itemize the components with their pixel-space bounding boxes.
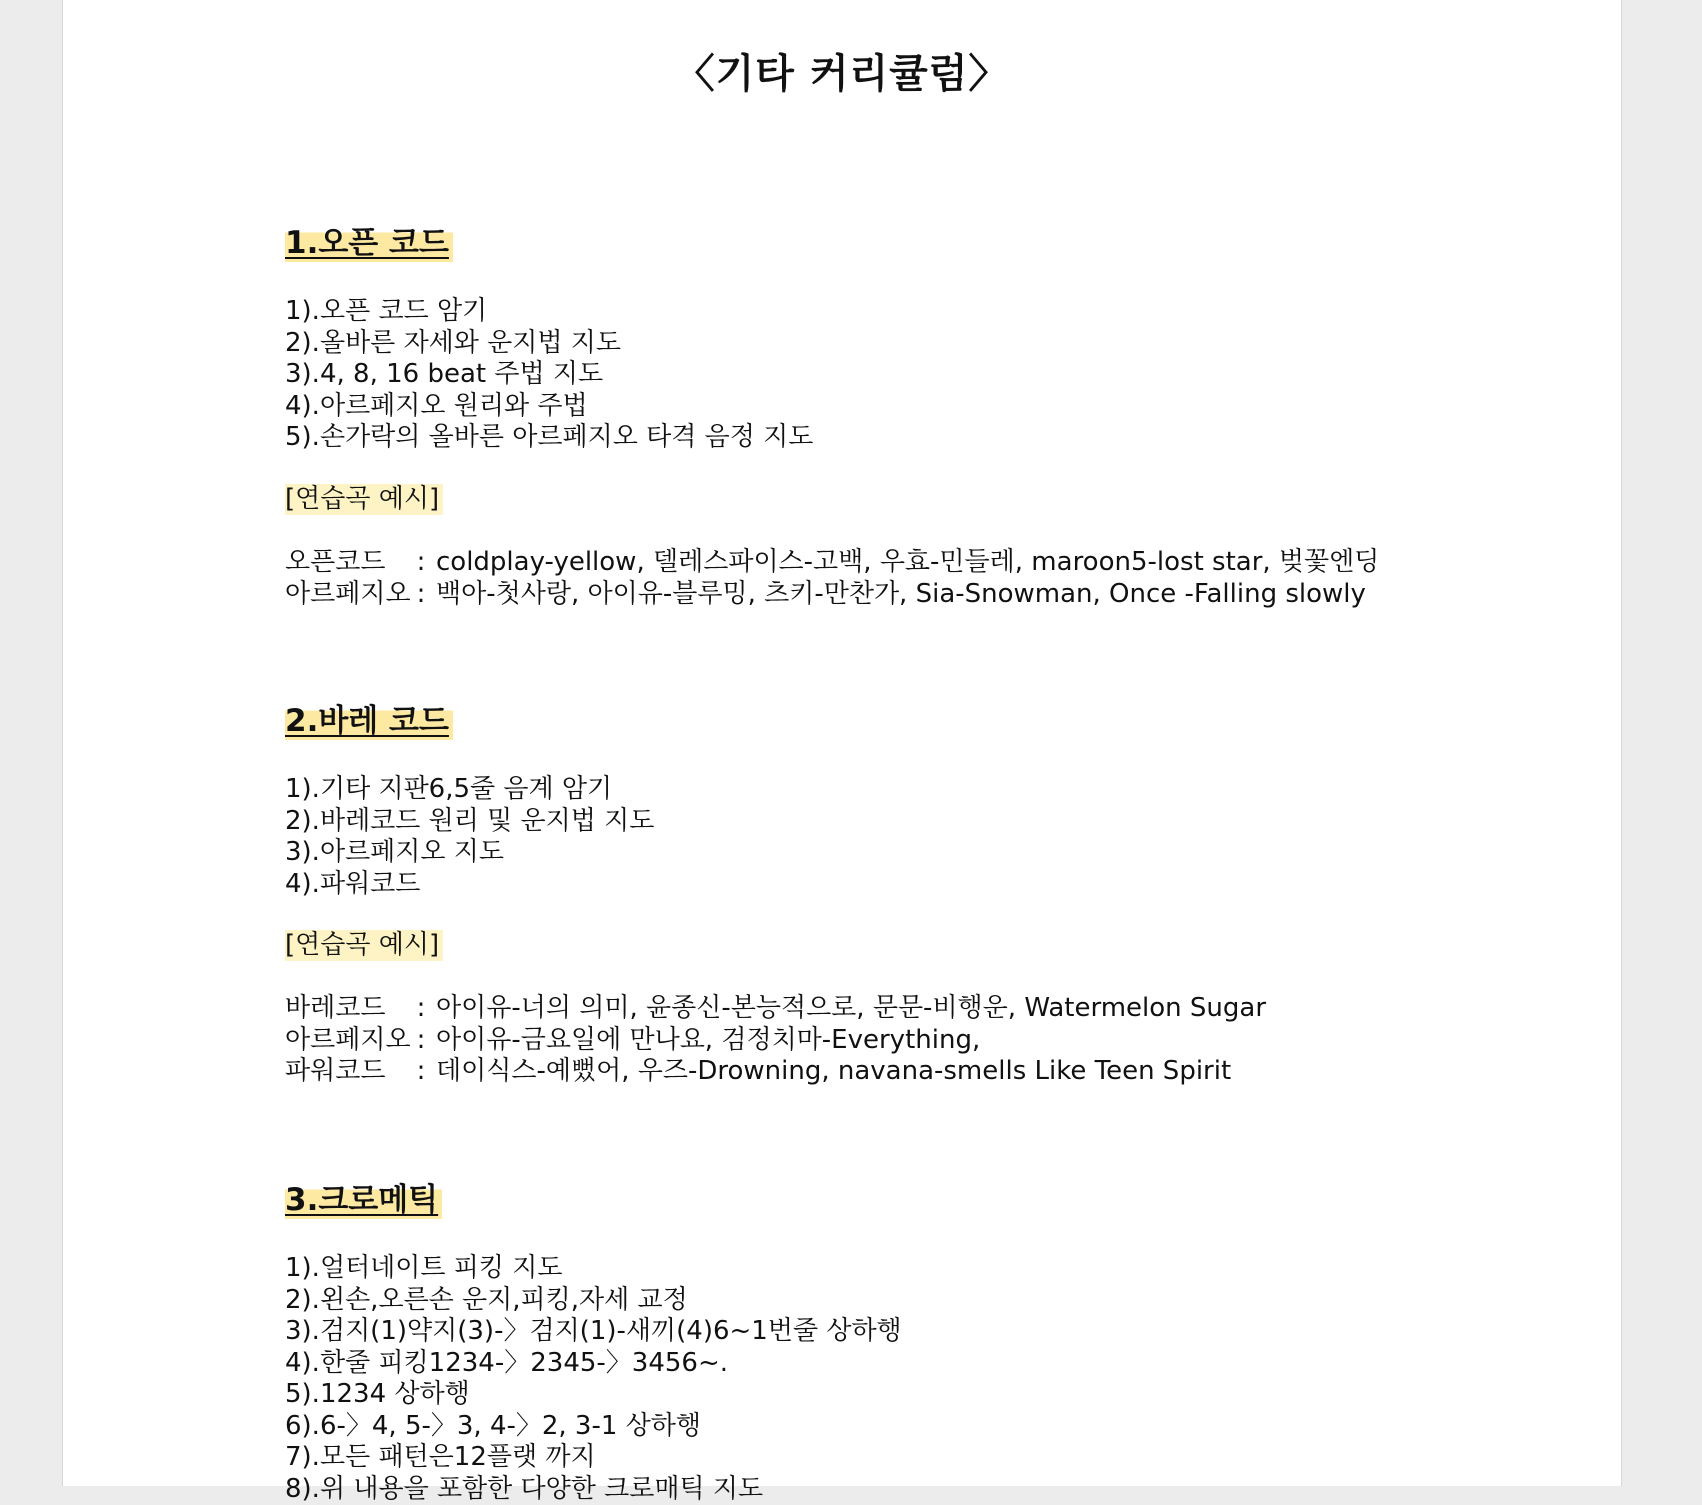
list-item: 6).6-〉4, 5-〉3, 4-〉2, 3-1 상하행 xyxy=(285,1411,902,1443)
song-row xyxy=(285,993,1266,1025)
song-category: 아르페지오 xyxy=(285,579,410,611)
list-item: 1).오픈 코드 암기 xyxy=(285,296,813,328)
list-item: 5).손가락의 올바른 아르페지오 타격 음정 지도 xyxy=(285,422,813,454)
song-category: 파워코드 xyxy=(285,1056,410,1088)
song-list: coldplay-yellow, 델레스파이스-고백, 우효-민들레, maroon5-lost star, 벚꽃엔딩 xyxy=(432,547,1379,579)
list-item: 2).왼손,오른손 운지,피킹,자세 교정 xyxy=(285,1285,902,1317)
list-item: 1).얼터네이트 피킹 지도 xyxy=(285,1253,902,1285)
list-item: 3).4, 8, 16 beat 주법 지도 xyxy=(285,359,813,391)
list-item: 8).위 내용을 포함한 다양한 크로매틱 지도 xyxy=(285,1474,902,1505)
song-category: 아르페지오 xyxy=(285,1025,410,1057)
list-item: 5).1234 상하행 xyxy=(285,1379,902,1411)
song-colon: : xyxy=(410,547,432,579)
section-heading: 2.바레 코드 xyxy=(285,702,453,740)
section-2-items xyxy=(285,774,654,900)
section-3-items xyxy=(285,1253,902,1505)
section-2-practice-label xyxy=(285,930,443,961)
list-item: 7).모든 패턴은12플랫 까지 xyxy=(285,1442,902,1474)
song-row xyxy=(285,579,1379,611)
song-list: 데이식스-예뻤어, 우즈-Drowning, navana-smells Like Teen Spirit xyxy=(432,1056,1231,1088)
section-1-items xyxy=(285,296,813,454)
section-1-songs xyxy=(285,547,1379,610)
song-row xyxy=(285,1056,1266,1088)
list-item: 2).올바른 자세와 운지법 지도 xyxy=(285,328,813,360)
section-heading: 3.크로메틱 xyxy=(285,1181,442,1219)
song-colon: : xyxy=(410,579,432,611)
song-list: 백아-첫사랑, 아이유-블루밍, 츠키-만찬가, Sia-Snowman, Once -Falling slowly xyxy=(432,579,1366,611)
song-colon: : xyxy=(410,993,432,1025)
song-category: 바레코드 xyxy=(285,993,410,1025)
practice-label: [연습곡 예시] xyxy=(285,930,443,961)
list-item: 4).파워코드 xyxy=(285,869,654,901)
section-3 xyxy=(285,1181,442,1219)
song-colon: : xyxy=(410,1056,432,1088)
song-list: 아이유-금요일에 만나요, 검정치마-Everything, xyxy=(432,1025,980,1057)
section-2 xyxy=(285,702,453,740)
list-item: 2).바레코드 원리 및 운지법 지도 xyxy=(285,806,654,838)
document-title: 〈기타 커리큘럼〉 xyxy=(63,46,1621,102)
practice-label: [연습곡 예시] xyxy=(285,484,443,515)
section-2-songs xyxy=(285,993,1266,1088)
section-1 xyxy=(285,224,453,262)
list-item: 4).아르페지오 원리와 주법 xyxy=(285,391,813,423)
document-page xyxy=(62,0,1622,1486)
section-1-practice-label xyxy=(285,484,443,515)
song-category: 오픈코드 xyxy=(285,547,410,579)
song-row xyxy=(285,547,1379,579)
song-colon: : xyxy=(410,1025,432,1057)
list-item: 3).아르페지오 지도 xyxy=(285,837,654,869)
song-list: 아이유-너의 의미, 윤종신-본능적으로, 문문-비행운, Watermelon Sugar xyxy=(432,993,1266,1025)
list-item: 3).검지(1)약지(3)-〉검지(1)-새끼(4)6~1번줄 상하행 xyxy=(285,1316,902,1348)
list-item: 4).한줄 피킹1234-〉2345-〉3456~. xyxy=(285,1348,902,1380)
section-heading: 1.오픈 코드 xyxy=(285,224,453,262)
song-row xyxy=(285,1025,1266,1057)
list-item: 1).기타 지판6,5줄 음계 암기 xyxy=(285,774,654,806)
